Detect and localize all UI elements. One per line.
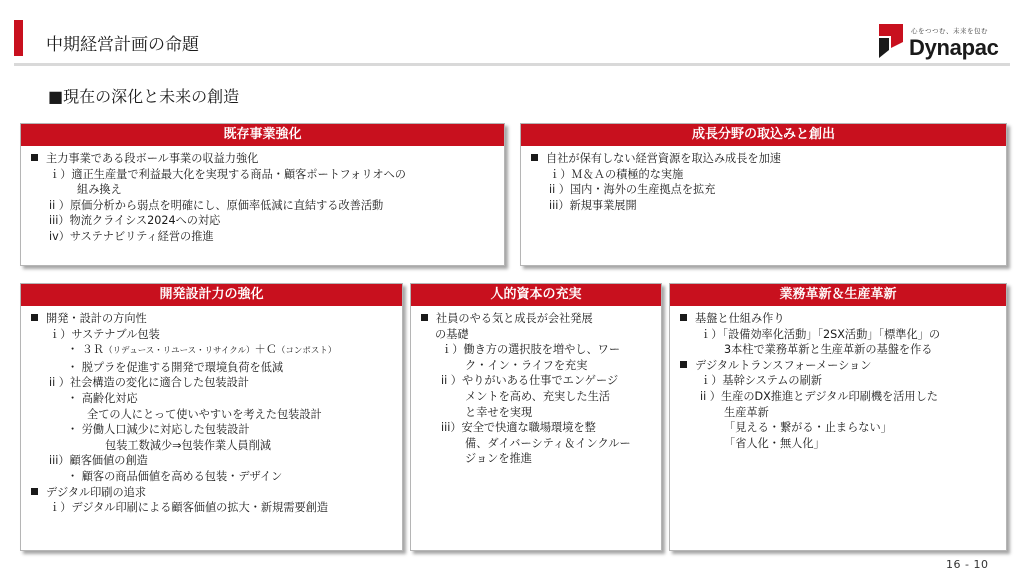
operations-innovation-body [670, 306, 1006, 451]
list-subitem-detail: 包装工数減少⇒包装作業人員削減 [105, 438, 271, 452]
human-capital-body [411, 306, 661, 467]
existing-business-title: 既存事業強化 [21, 124, 504, 146]
existing-business-body [21, 146, 504, 245]
section-subtitle: ■現在の深化と未来の創造 [48, 87, 240, 106]
list-item: ｉ）「設備効率化活動」「2SX活動」「標準化」の [700, 327, 941, 341]
list-item: iii）物流クライシス2024への対応 [49, 214, 221, 228]
list-item-continuation: ク・イン・ライフを充実 [465, 358, 588, 372]
list-item-continuation: 「見える・繋がる・止まらない」 [724, 421, 892, 435]
list-item-continuation: メントを高め、充実した生活 [465, 389, 610, 403]
design-capability-title: 開発設計力の強化 [21, 284, 402, 306]
list-subitem-detail: 全ての人にとって使いやすいを考えた包装設計 [87, 407, 322, 421]
list-item: ｉ）適正生産量で利益最大化を実現する商品・顧客ポートフォリオへの [49, 167, 406, 181]
bullet-item: 社員のやる気と成長が会社発展 [421, 311, 653, 327]
operations-innovation-box [669, 283, 1007, 551]
list-item: ii ）原価分析から弱点を明確にし、原価率低減に直結する改善活動 [49, 198, 384, 212]
list-subitem: ・ 労働人口減少に対応した包装設計 [67, 423, 250, 437]
design-capability-body [21, 306, 402, 516]
list-item: iii）安全で快適な職場環境を整 [441, 421, 596, 435]
list-item: iv）サステナビリティ経営の推進 [49, 229, 214, 243]
list-item: iii）新規事業展開 [549, 198, 637, 212]
list-item-continuation: 生産革新 [724, 405, 769, 419]
growth-field-title: 成長分野の取込みと創出 [521, 124, 1006, 146]
list-subitem: ・ ３Ｒ（リデュース・リユース・リサイクル）＋Ｃ（コンポスト） [67, 343, 337, 357]
operations-innovation-title: 業務革新＆生産革新 [670, 284, 1006, 306]
bullet-item: 開発・設計の方向性 [31, 311, 394, 327]
bullet-item: 基盤と仕組み作り [680, 311, 998, 327]
list-subitem: ・ 高齢化対応 [67, 391, 138, 405]
square-bullet-icon [421, 314, 428, 321]
page-number: 16 - 10 [946, 558, 989, 571]
list-item: ｉ）働き方の選択肢を増やし、ワー [441, 343, 621, 357]
company-logo [877, 22, 1017, 66]
square-bullet-icon [680, 361, 687, 368]
list-item-continuation: ジョンを推進 [465, 452, 532, 466]
square-bullet-icon [31, 488, 38, 495]
logo-tagline: 心をつつむ、未来を包む [911, 27, 988, 35]
list-item: iii）顧客価値の創造 [49, 454, 148, 468]
list-item-continuation: 3本柱で業務革新と生産革新の基盤を作る [724, 343, 933, 357]
list-item-continuation: と幸せを実現 [465, 405, 533, 419]
list-item: ｉ）Ｍ＆Ａの積極的な実施 [549, 167, 684, 181]
list-item-continuation: 組み換え [77, 183, 122, 197]
square-bullet-icon [31, 154, 38, 161]
bullet-item: 主力事業である段ボール事業の収益力強化 [31, 151, 496, 167]
list-item: ｉ）基幹システムの刷新 [700, 374, 822, 388]
list-item: ii ）社会構造の変化に適合した包装設計 [49, 376, 249, 390]
list-item-continuation: 「省人化・無人化」 [724, 436, 825, 450]
list-item-continuation: 備、ダイバーシティ＆インクルー [465, 436, 631, 450]
design-capability-box [20, 283, 403, 551]
list-item: ｉ）サステナブル包装 [49, 327, 160, 341]
header-divider [14, 63, 1010, 66]
list-subitem: ・ 脱プラを促進する開発で環境負荷を低減 [67, 360, 284, 374]
dynapac-logo-icon [877, 22, 905, 60]
square-bullet-icon [680, 314, 687, 321]
list-item: ii ）生産のDX推進とデジタル印刷機を活用した [700, 389, 938, 403]
bullet-item: デジタルトランスフォーメーション [680, 358, 998, 374]
bullet-item: デジタル印刷の追求 [31, 485, 394, 501]
growth-field-box [520, 123, 1007, 266]
growth-field-body [521, 146, 1006, 213]
list-subitem: ・ 顧客の商品価値を高める包装・デザイン [67, 469, 283, 483]
list-item: ｉ）デジタル印刷による顧客価値の拡大・新規需要創造 [49, 501, 329, 515]
existing-business-box [20, 123, 505, 266]
square-bullet-icon [31, 314, 38, 321]
human-capital-box [410, 283, 662, 551]
page-title: 中期経営計画の命題 [46, 35, 199, 55]
bullet-item-continuation: の基礎 [435, 327, 469, 341]
square-bullet-icon [531, 154, 538, 161]
human-capital-title: 人的資本の充実 [411, 284, 661, 306]
logo-wordmark: Dynapac [909, 35, 999, 60]
title-accent-bar [14, 20, 23, 56]
list-item: ii ）国内・海外の生産拠点を拡充 [549, 183, 716, 197]
bullet-item: 自社が保有しない経営資源を取込み成長を加速 [531, 151, 998, 167]
list-item: ii ）やりがいある仕事でエンゲージ [441, 374, 619, 388]
